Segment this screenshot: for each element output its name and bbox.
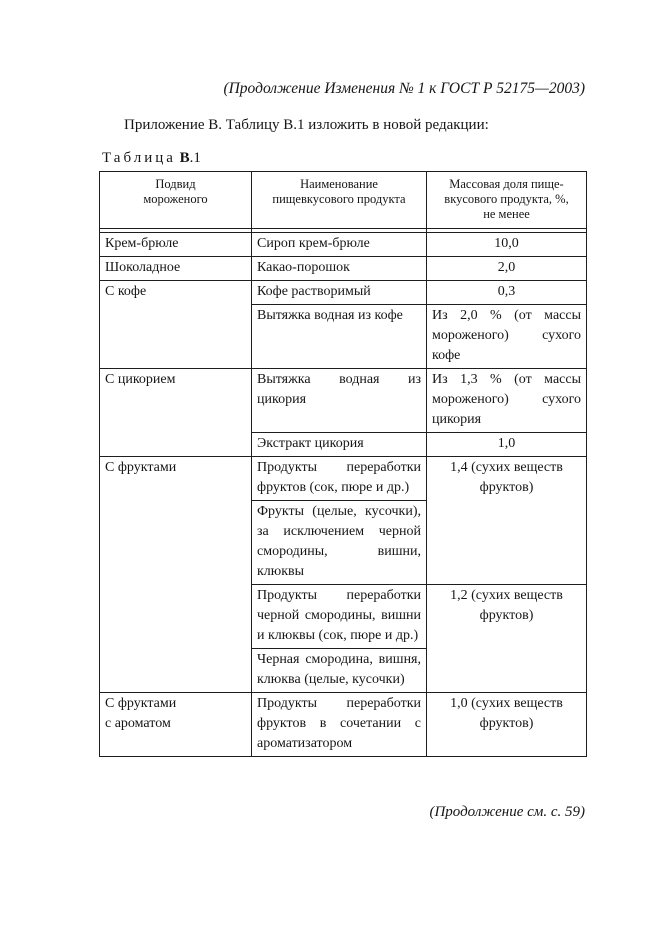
cell-product: Вытяжка водная из кофе (252, 305, 427, 369)
header-share: Массовая доля пище- вкусового продукта, %, не менее (427, 172, 587, 229)
table-caption-number: В (179, 150, 190, 166)
cell-subtype: С фруктами (100, 457, 252, 693)
cell-value: 1,2 (сухих веществ фруктов) (427, 585, 587, 693)
table-row (100, 369, 587, 433)
cell-value: 0,3 (427, 281, 587, 305)
cell-product: Вытяжка водная из цикория (252, 369, 427, 433)
cell-value: 2,0 (427, 257, 587, 281)
cell-product: Черная смородина, вишня, клюква (целые, кусочки) (252, 649, 427, 693)
cell-subtype: С цикорием (100, 369, 252, 457)
intro-text: Приложение В. Таблицу В.1 изложить в новой редакции: (124, 117, 489, 133)
table-caption-word: Таблица (102, 150, 176, 166)
cell-value: Из 1,3 % (от массы мороженого) сухого цикория (427, 369, 587, 433)
cell-product: Экстракт цикория (252, 433, 427, 457)
cell-subtype: С кофе (100, 281, 252, 369)
cell-subtype: С фруктами с ароматом (100, 693, 252, 757)
table-row (100, 233, 587, 257)
cell-value: 1,0 (427, 433, 587, 457)
cell-product: Сироп крем-брюле (252, 233, 427, 257)
cell-product: Продукты переработки фруктов в сочетании с ароматизатором (252, 693, 427, 757)
main-table (99, 171, 587, 757)
cell-subtype: Крем-брюле (100, 233, 252, 257)
continuation-header: (Продолжение Изменения № 1 к ГОСТ Р 52175—2003) (223, 80, 585, 97)
cell-value: 1,0 (сухих веществ фруктов) (427, 693, 587, 757)
cell-product: Продукты переработки фруктов (сок, пюре и др.) (252, 457, 427, 501)
cell-product: Какао-порошок (252, 257, 427, 281)
cell-product: Продукты переработки черной смородины, вишни и клюквы (сок, пюре и др.) (252, 585, 427, 649)
table-caption (102, 150, 201, 167)
cell-value: Из 2,0 % (от массы мороженого) сухого кофе (427, 305, 587, 369)
header-subtype: Подвид мороженого (100, 172, 252, 229)
continuation-footer: (Продолжение см. с. 59) (429, 804, 585, 820)
cell-product: Фрукты (целые, кусочки), за исключением черной смородины, вишни, клюквы (252, 501, 427, 585)
table-caption-suffix: .1 (189, 150, 201, 166)
cell-value: 10,0 (427, 233, 587, 257)
cell-product: Кофе растворимый (252, 281, 427, 305)
cell-value: 1,4 (сухих веществ фруктов) (427, 457, 587, 585)
header-product: Наименование пищевкусового продукта (252, 172, 427, 229)
table-row (100, 257, 587, 281)
table-row (100, 693, 587, 757)
table-header-row (100, 172, 587, 229)
table-row (100, 457, 587, 501)
cell-subtype: Шоколадное (100, 257, 252, 281)
table-row (100, 281, 587, 305)
